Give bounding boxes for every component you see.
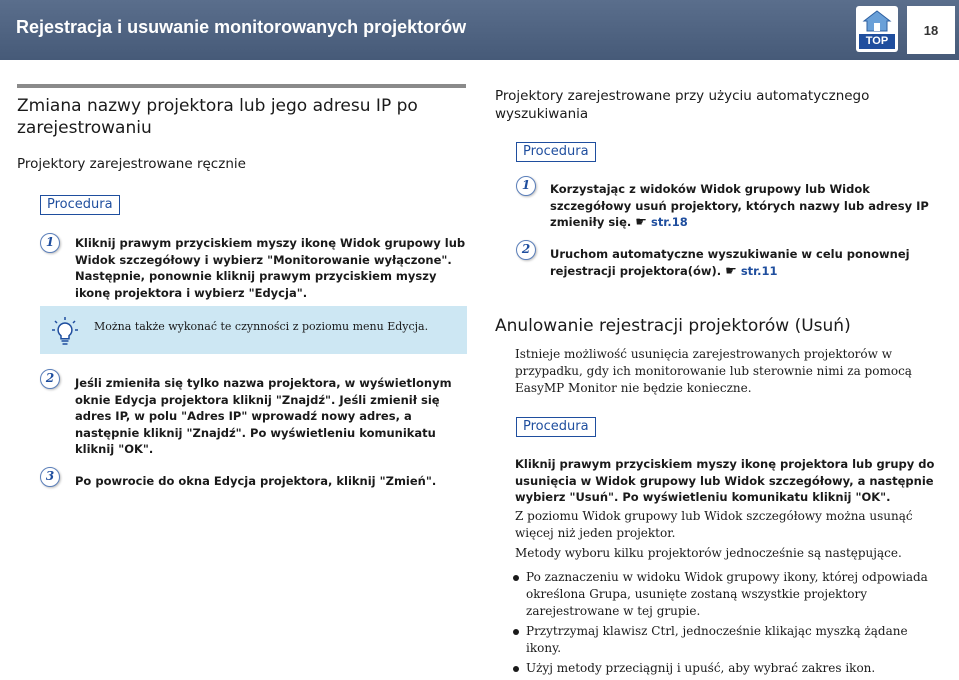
subheading-auto-search: Projektory zarejestrowane przy użyciu automatycznego wyszukiwania (495, 88, 870, 122)
section-rule (17, 84, 466, 88)
delete-intro: Istnieje możliwość usunięcia zarejestrowanych projektorów w przypadku, gdy ich monitorowanie lub sterownie nimi za pomocą EasyMP Monitor nie będzie konieczne. (515, 347, 912, 395)
tip-text: Można także wykonać te czynności z poziomu menu Edycja. (94, 320, 429, 333)
section-heading-delete: Anulowanie rejestracji projektorów (Usuń) (495, 316, 851, 336)
step-text-r1-body: Korzystając z widoków Widok grupowy lub Widok szczegółowy usuń projektory, których nazwy lub adresy IP zmieniły się. (550, 182, 929, 229)
page-number: 18 (923, 23, 939, 38)
procedure-label: Procedura (40, 195, 120, 215)
step-number-2: 2 (40, 369, 60, 389)
top-label: TOP (859, 34, 895, 49)
list-item: Użyj metody przeciągnij i upuść, aby wybrać zakres ikon. (513, 660, 933, 677)
house-icon (863, 10, 891, 32)
section-heading-rename: Zmiana nazwy projektora lub jego adresu IP po zarejestrowaniu (17, 96, 418, 138)
pointing-hand-icon: ☛ (725, 263, 737, 279)
delete-instruction: Kliknij prawym przyciskiem myszy ikonę projektora lub grupy do usunięcia w Widok grupowy lub Widok szczegółowy, a następnie wybierz "Usuń". Po wyświetleniu komunikatu kliknij "OK". (515, 457, 935, 504)
page-link-11[interactable]: str.11 (740, 263, 778, 278)
step-number-r2: 2 (516, 240, 536, 260)
pointing-hand-icon: ☛ (635, 215, 647, 230)
procedure-label-delete: Procedura (516, 417, 596, 437)
step-text-3: Po powrocie do okna Edycja projektora, kliknij "Zmień". (75, 474, 437, 488)
step-text-r1 (550, 181, 945, 232)
step-text-r2 (550, 246, 945, 280)
step-number-3: 3 (40, 467, 60, 487)
page-header-title: Rejestracja i usuwanie monitorowanych projektorów (16, 17, 467, 37)
lightbulb-icon (52, 316, 78, 346)
subheading-manual: Projektory zarejestrowane ręcznie (17, 156, 246, 172)
step-text-1: Kliknij prawym przyciskiem myszy ikonę Widok grupowy lub Widok szczegółowy i wybierz "Monitorowanie wyłączone". Następnie, ponownie kliknij prawym przyciskiem myszy ikonę projektora i wybierz "Edycja". (75, 236, 466, 300)
top-button[interactable] (856, 6, 898, 52)
step-number-1: 1 (40, 233, 60, 253)
list-item: Przytrzymaj klawisz Ctrl, jednocześnie klikając myszką żądane ikony. (513, 623, 933, 657)
step-text-2: Jeśli zmieniła się tylko nazwa projektora, w wyświetlonym oknie Edycja projektora kliknij "Znajdź". Jeśli zmienił się adres IP, w polu "Adres IP" wprowadź nowy adres, a następnie kliknij "Znajdź". Po wyświetleniu komunikatu kliknij "OK". (75, 376, 452, 456)
step-number-r1: 1 (516, 176, 536, 196)
methods-label: Metody wyboru kilku projektorów jednocześnie są następujące. (515, 546, 902, 560)
delete-note: Z poziomu Widok grupowy lub Widok szczegółowy można usunąć więcej niż jeden projektor. (515, 509, 913, 540)
list-item: Po zaznaczeniu w widoku Widok grupowy ikony, której odpowiada określona Grupa, usunięte zostaną wszystkie projektory zarejestrowane w tej grupie. (513, 569, 933, 620)
page-link-18[interactable]: str.18 (650, 215, 688, 229)
methods-list (513, 569, 933, 680)
step-text-r2-body: Uruchom automatyczne wyszukiwanie w celu ponownej rejestracji projektora(ów). (550, 247, 910, 278)
procedure-label-right: Procedura (516, 142, 596, 162)
